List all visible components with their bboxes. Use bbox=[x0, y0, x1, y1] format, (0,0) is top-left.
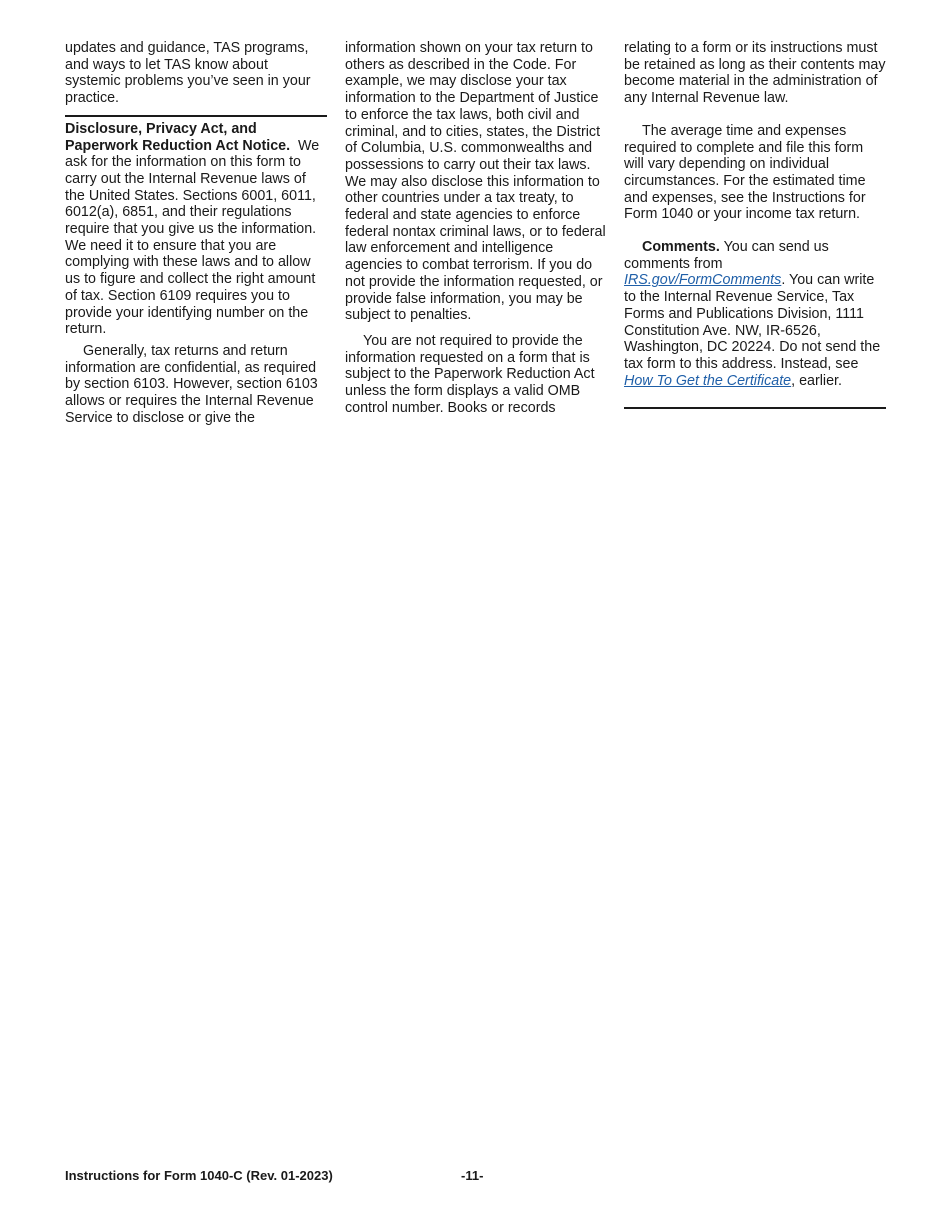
disclosure-body: We ask for the information on this form to carry out the Internal Revenue laws of the United States. Sections 6001, 6011, 6012(a), 6851, and their regulations require that you give us the information. We need it to ensure that you are complying with these laws and to allow us to figure and collect the right amount of tax. Section 6109 requires you to provide your identifying number on the return. bbox=[65, 137, 320, 338]
comments-text-post: , earlier. bbox=[791, 372, 842, 389]
time-expenses-paragraph: The average time and expenses required to complete and file this form will vary depending on individual circumstances. For the estimated time and expenses, see the Instructions for Form 1040 or your income tax return. bbox=[624, 122, 866, 223]
disclosure-paragraph bbox=[65, 121, 327, 338]
section-divider bbox=[65, 115, 327, 117]
records-paragraph: relating to a form or its instructions must be retained as long as their contents may become material in the administration of any Internal Revenue law. bbox=[624, 40, 886, 107]
disclosure-continued-paragraph: information shown on your tax return to others as described in the Code. For example, we may disclose your tax information to the Department of Justice to enforce the tax laws, both civil and criminal, and to cities, states, the District of Columbia, U.S. commonwealths and possessions to carry out their tax laws. We may also disclose this information to other countries under a tax treaty, to federal and state agencies to enforce federal nontax criminal laws, or to federal law enforcement and intelligence agencies to combat terrorism. If you do not provide the information requested, or provide false information, you may be subject to penalties. bbox=[345, 40, 606, 324]
paperwork-paragraph: You are not required to provide the information requested on a form that is subject to the Paperwork Reduction Act unless the form displays a valid OMB control number. Books or records bbox=[345, 332, 595, 416]
comments-heading: Comments. bbox=[642, 239, 720, 256]
confidentiality-paragraph: Generally, tax returns and return information are confidential, as required by section 6103. However, section 6103 allows or requires the Internal Revenue Service to disclose or give the bbox=[65, 342, 318, 426]
column-1 bbox=[65, 40, 327, 426]
page-number: -11- bbox=[461, 1168, 484, 1183]
footer-form-title: Instructions for Form 1040-C (Rev. 01-2023) bbox=[65, 1168, 333, 1183]
comments-paragraph bbox=[624, 239, 886, 389]
disclosure-heading: Disclosure, Privacy Act, and Paperwork Reduction Act Notice. bbox=[65, 120, 291, 154]
comments-text-pre: You can send us comments from bbox=[624, 239, 829, 272]
column-2 bbox=[345, 40, 607, 416]
tas-paragraph: updates and guidance, TAS programs, and ways to let TAS know about systemic problems you’ve seen in your practice. bbox=[65, 40, 311, 107]
column-3 bbox=[624, 40, 886, 409]
comments-text-mid: . You can write to the Internal Revenue Service, Tax Forms and Publications Division, 1111 Constitution Ave. NW, IR-6526, Washington, DC 20224. Do not send the tax form to this address. Instead, see bbox=[624, 272, 881, 372]
end-divider bbox=[624, 407, 886, 409]
certificate-link[interactable]: How To Get the Certificate bbox=[624, 372, 792, 389]
form-comments-link[interactable]: IRS.gov/FormComments bbox=[624, 272, 782, 289]
